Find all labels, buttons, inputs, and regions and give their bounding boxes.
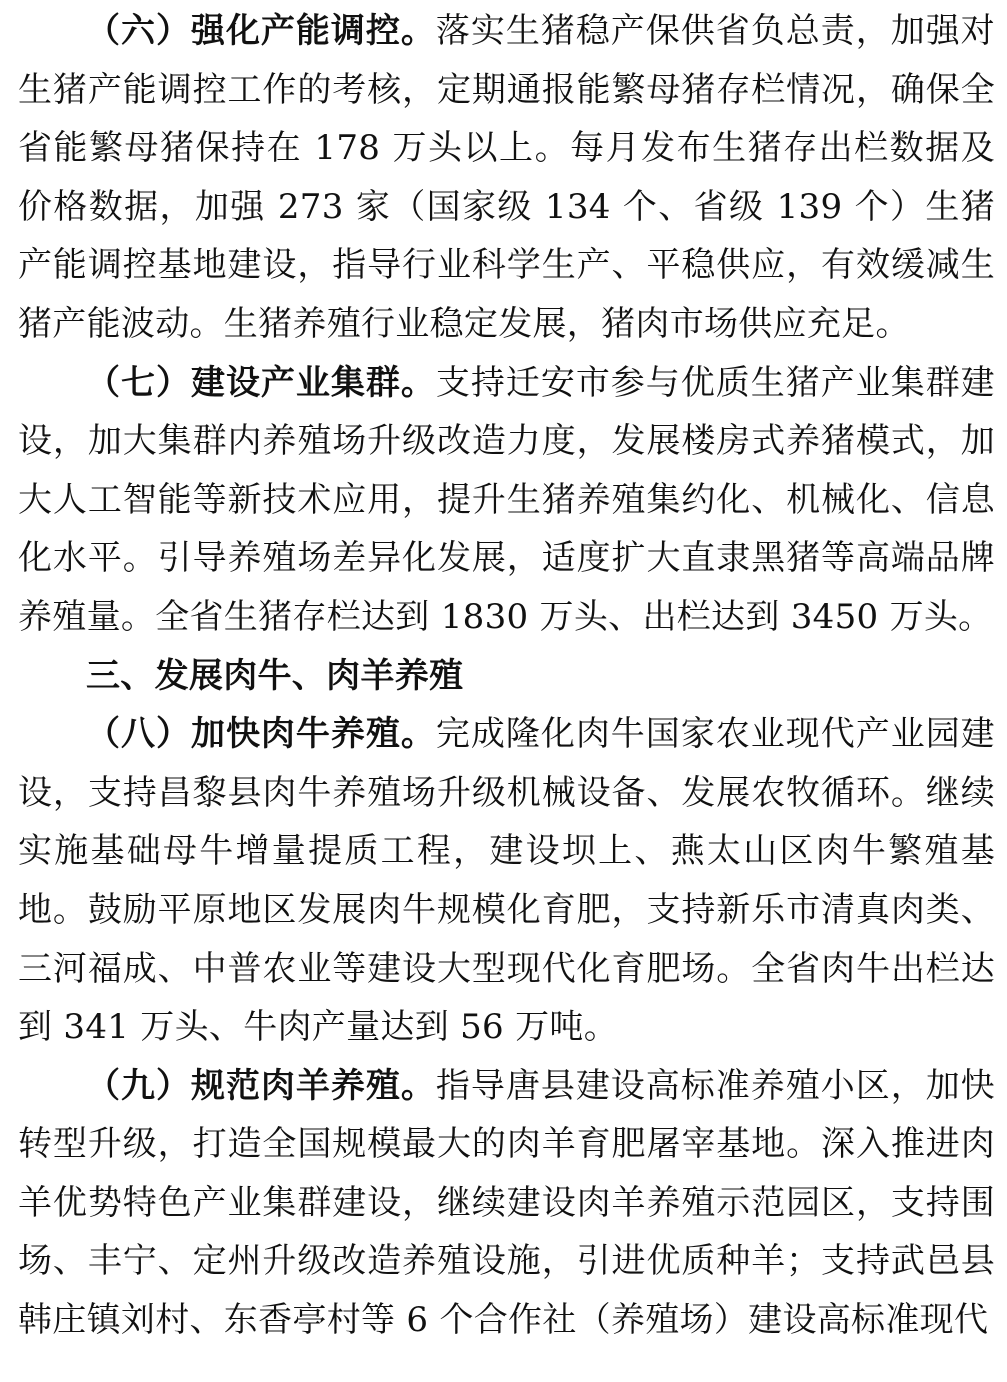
paragraph-nine-lead: （九）规范肉羊养殖。	[86, 1065, 436, 1106]
paragraph-six-lead: （六）强化产能调控。	[86, 11, 436, 51]
paragraph-seven-body: 支持迁安市参与优质生猪产业集群建设，加大集群内养殖场升级改造力度，发展楼房式养猪模式，加大人工智能等新技术应用，提升生猪养殖集约化、机械化、信息化水平。引导养殖场差异化发展，适度扩大直隶黑猪等高端品牌养殖量。全省生猪存栏达到 1830 万头、出栏达到 3450 万头。	[18, 362, 995, 637]
paragraph-nine	[18, 1057, 995, 1350]
paragraph-eight-body: 完成隆化肉牛国家农业现代产业园建设，支持昌黎县肉牛养殖场升级机械设备、发展农牧循环。继续实施基础母牛增量提质工程，建设坝上、燕太山区肉牛繁殖基地。鼓励平原地区发展肉牛规模化育肥，支持新乐市清真肉类、三河福成、中普农业等建设大型现代化育肥场。全省肉牛出栏达到 341 万头、牛肉产量达到 56 万吨。	[18, 714, 995, 1048]
paragraph-six-body: 落实生猪稳产保供省负总责，加强对生猪产能调控工作的考核，定期通报能繁母猪存栏情况，确保全省能繁母猪保持在 178 万头以上。每月发布生猪存出栏数据及价格数据，加强 273 家（国家级 134 个、省级 139 个）生猪产能调控基地建设，指导行业科学生产、平稳供应，有效缓减生猪产能波动。生猪养殖行业稳定发展，猪肉市场供应充足。	[18, 11, 995, 344]
paragraph-six	[18, 2, 995, 354]
paragraph-eight-lead: （八）加快肉牛养殖。	[86, 714, 436, 755]
paragraph-eight	[18, 705, 995, 1057]
paragraph-seven	[18, 354, 995, 647]
paragraph-seven-lead: （七）建设产业集群。	[86, 362, 436, 403]
paragraph-nine-body: 指导唐县建设高标准养殖小区，加快转型升级，打造全国规模最大的肉羊育肥屠宰基地。深入推进肉羊优势特色产业集群建设，继续建设肉羊养殖示范园区，支持围场、丰宁、定州升级改造养殖设施，引进优质种羊；支持武邑县韩庄镇刘村、东香亭村等 6 个合作社（养殖场）建设高标准现代	[18, 1065, 995, 1341]
section-heading-three: 三、发展肉牛、肉羊养殖	[86, 655, 464, 696]
